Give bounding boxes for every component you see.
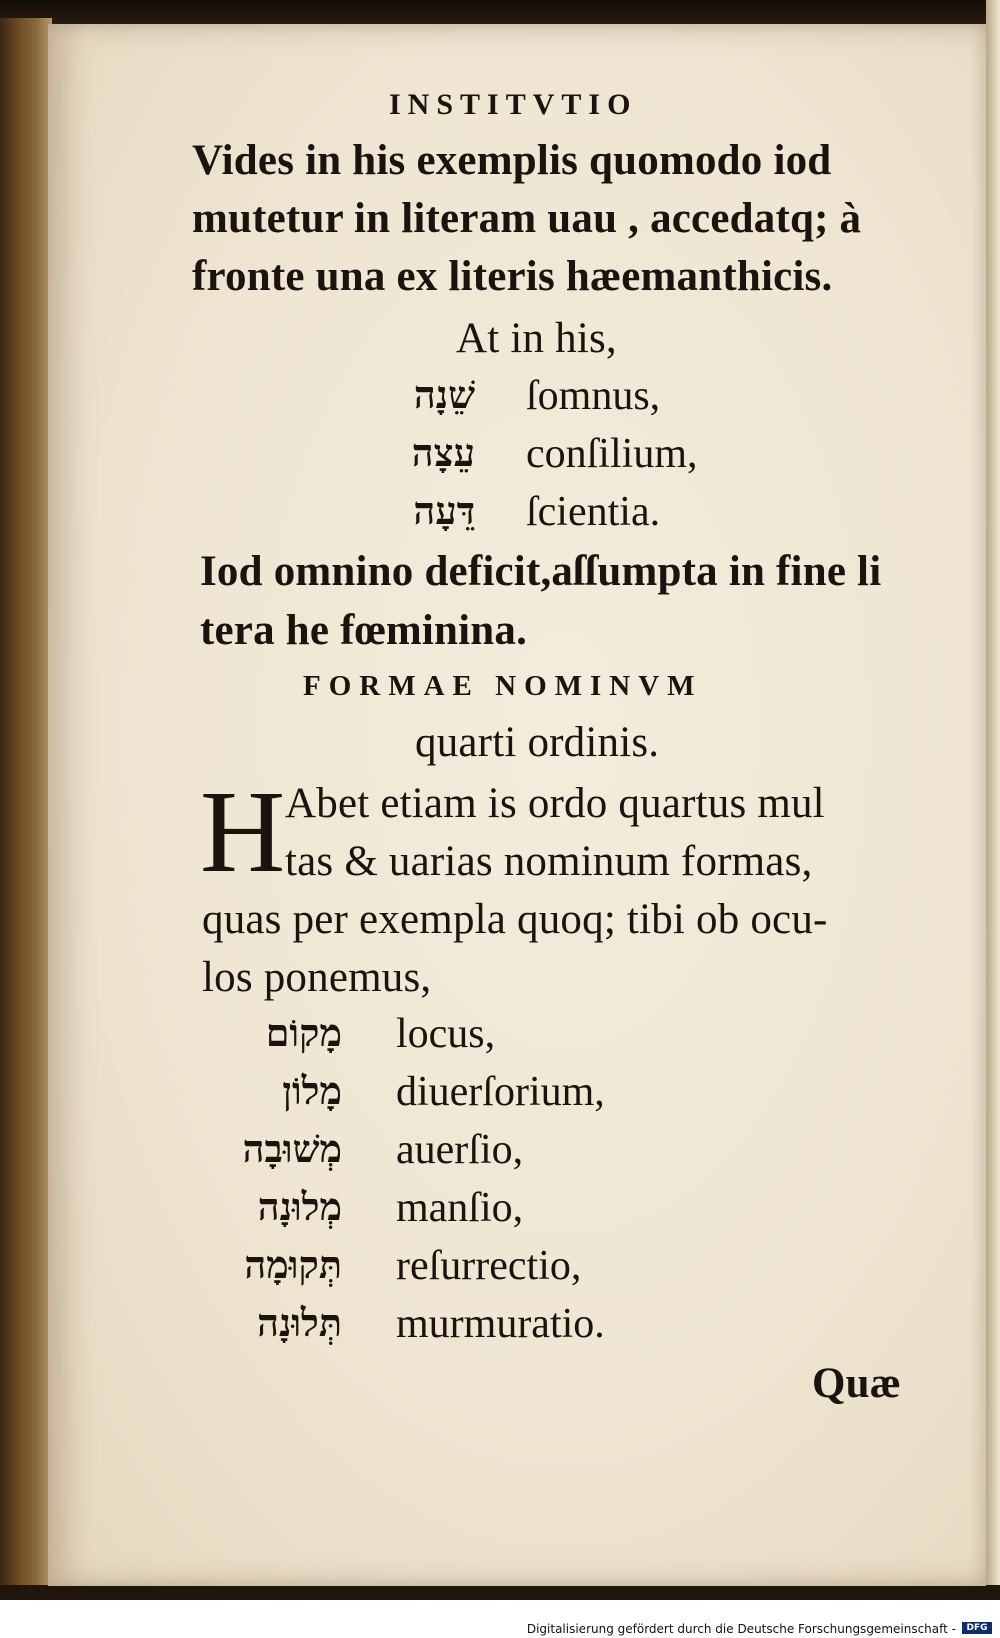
latin-gloss: manſio, [396,1185,524,1231]
running-head: INSTITVTIO [389,88,638,121]
latin-gloss: diuerſorium, [396,1069,605,1115]
latin-gloss: ſcientia. [526,489,661,535]
hebrew-word: עֵצָה [411,430,475,475]
latin-gloss: conſilium, [526,431,698,477]
paragraph3-line: quas per exempla quoq; tibi ob ocu- [202,896,828,943]
hebrew-word: מָלוֹן [282,1068,342,1113]
book-bottom-edge [0,1585,1000,1600]
latin-gloss: ſomnus, [526,373,661,419]
hebrew-word: מְשׁוּבָה [242,1126,342,1171]
paragraph1-line: fronte una ex literis hæemanthicis. [192,253,833,300]
hebrew-word: תְּקוּמָה [244,1242,342,1287]
book-top-edge [0,0,1000,26]
hebrew-word: מְלוּנָה [257,1184,342,1229]
dfg-logo: DFG [962,1622,992,1634]
section-subheading: quarti ordinis. [415,719,660,766]
latin-gloss: locus, [396,1011,496,1057]
latin-gloss: murmuratio. [396,1301,605,1347]
drop-cap: H [200,766,286,897]
book-spine-edge [0,18,52,1600]
section-heading: FORMAE NOMINVM [303,670,703,702]
catchword: Quæ [812,1360,902,1407]
hebrew-word: שֵׁנָה [413,372,475,417]
paragraph3-line: Abet etiam is ordo quartus mul [285,780,825,827]
latin-gloss: auerſio, [396,1127,524,1173]
latin-gloss: reſurrectio, [396,1243,582,1289]
hebrew-word: תְּלוּנָה [257,1300,342,1345]
footer-credit: Digitalisierung gefördert durch die Deutsche Forschungsgemeinschaft - [526,1622,956,1636]
at-in-his-line: At in his, [456,315,617,362]
paragraph3-line: tas & uarias nominum formas, [285,838,813,885]
paragraph2-line: Iod omnino deficit,aſſumpta in fine li [200,548,882,595]
paragraph3-line: los ponemus, [202,954,432,1001]
book-fore-edge [986,0,1000,1600]
paragraph2-line: tera he fœminina. [200,607,528,654]
hebrew-word: מָקוֹם [265,1010,342,1055]
paragraph1-line: mutetur in literam uau , accedatq; à [192,195,862,242]
paragraph1-line: Vides in his exemplis quomodo iod [192,137,832,184]
hebrew-word: דֵּעָה [413,488,475,533]
